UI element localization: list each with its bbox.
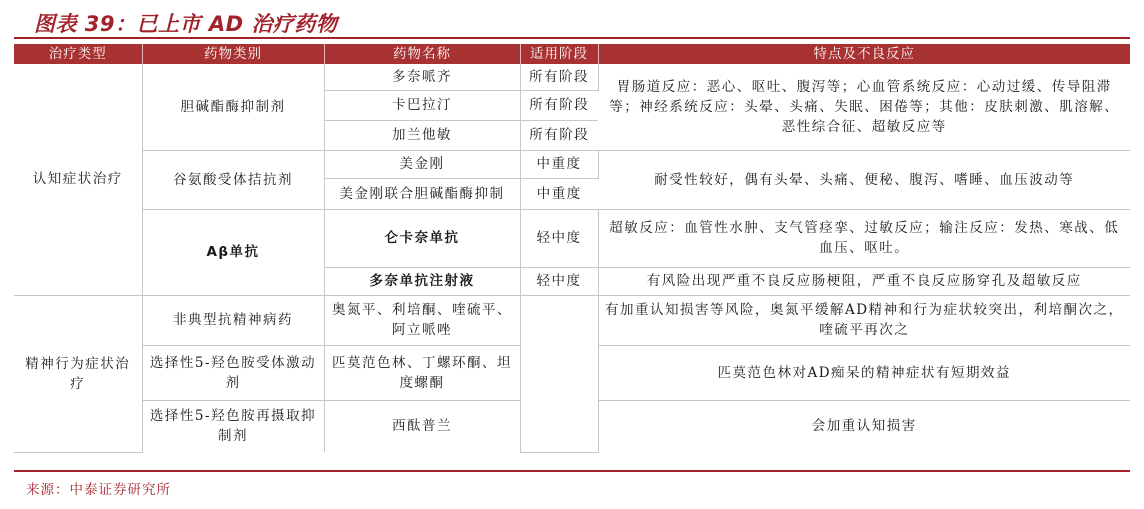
drug-name-cell: 匹莫范色林、丁螺环酮、坦度螺酮 bbox=[324, 345, 520, 400]
figure-title: 图表 39：已上市 AD 治疗药物 bbox=[34, 12, 338, 36]
drug-name-cell: 仑卡奈单抗 bbox=[324, 209, 520, 267]
feature-cell: 超敏反应：血管性水肿、支气管痉挛、过敏反应；输注反应：发热、寒战、低血压、呕吐。 bbox=[598, 209, 1130, 267]
drug-class-cell: 选择性5-羟色胺再摄取抑制剂 bbox=[142, 400, 324, 452]
drug-name-cell: 奥氮平、利培酮、喹硫平、阿立哌唑 bbox=[324, 295, 520, 345]
table-row bbox=[14, 64, 1130, 90]
drug-class-cell: 非典型抗精神病药 bbox=[142, 295, 324, 345]
drug-name-cell: 多奈单抗注射液 bbox=[324, 267, 520, 295]
drug-class-cell: 胆碱酯酶抑制剂 bbox=[142, 64, 324, 150]
treatment-type-cell: 精神行为症状治疗 bbox=[14, 295, 142, 452]
header-cell: 适用阶段 bbox=[520, 44, 598, 64]
treatment-type-cell: 认知症状治疗 bbox=[14, 64, 142, 295]
table-row bbox=[14, 295, 1130, 345]
drug-name-cell: 美金刚 bbox=[324, 150, 520, 178]
header-cell: 药物名称 bbox=[324, 44, 520, 64]
stage-cell bbox=[520, 295, 598, 452]
drug-name-cell: 美金刚联合胆碱酯酶抑制 bbox=[324, 178, 520, 209]
drug-name-cell: 加兰他敏 bbox=[324, 120, 520, 150]
feature-cell: 会加重认知损害 bbox=[811, 418, 917, 435]
title-divider bbox=[14, 37, 1130, 39]
drug-class-cell: Aβ单抗 bbox=[142, 209, 324, 295]
feature-cell: 有加重认知损害等风险，奥氮平缓解AD精神和行为症状较突出，利培酮次之，喹硫平再次之 bbox=[598, 295, 1130, 345]
stage-cell: 轻中度 bbox=[520, 209, 598, 267]
source-note: 来源：中泰证券研究所 bbox=[26, 482, 171, 498]
header-cell: 药物类别 bbox=[142, 44, 324, 64]
drug-name-cell: 卡巴拉汀 bbox=[324, 90, 520, 120]
bottom-divider bbox=[14, 470, 1130, 472]
stage-cell: 所有阶段 bbox=[520, 90, 598, 120]
drug-table bbox=[14, 44, 1130, 453]
stage-cell: 轻中度 bbox=[520, 267, 598, 295]
table-row bbox=[14, 209, 1130, 267]
feature-cell: 匹莫范色林对AD痴呆的精神症状有短期效益 bbox=[598, 345, 1130, 400]
drug-class-cell: 选择性5-羟色胺受体激动剂 bbox=[142, 345, 324, 400]
table-row bbox=[14, 150, 1130, 178]
header-cell: 治疗类型 bbox=[14, 44, 142, 64]
stage-cell: 中重度 bbox=[520, 150, 598, 178]
header-cell: 特点及不良反应 bbox=[598, 44, 1130, 64]
drug-class-cell: 谷氨酸受体拮抗剂 bbox=[142, 150, 324, 209]
drug-name-cell: 多奈哌齐 bbox=[324, 64, 520, 90]
stage-cell: 所有阶段 bbox=[520, 120, 598, 150]
feature-cell: 胃肠道反应：恶心、呕吐、腹泻等；心血管系统反应：心动过缓、传导阻滞等；神经系统反应：头晕、头痛、失眠、困倦等；其他：皮肤刺激、肌溶解、恶性综合征、超敏反应等 bbox=[598, 64, 1130, 150]
stage-cell: 中重度 bbox=[520, 178, 598, 209]
header-row bbox=[14, 44, 1130, 64]
drug-name-cell: 西酞普兰 bbox=[324, 400, 520, 452]
stage-cell: 所有阶段 bbox=[520, 64, 598, 90]
feature-cell: 耐受性较好，偶有头晕、头痛、便秘、腹泻、嗜睡、血压波动等 bbox=[598, 150, 1130, 209]
feature-cell: 有风险出现严重不良反应肠梗阻，严重不良反应肠穿孔及超敏反应 bbox=[598, 267, 1130, 295]
